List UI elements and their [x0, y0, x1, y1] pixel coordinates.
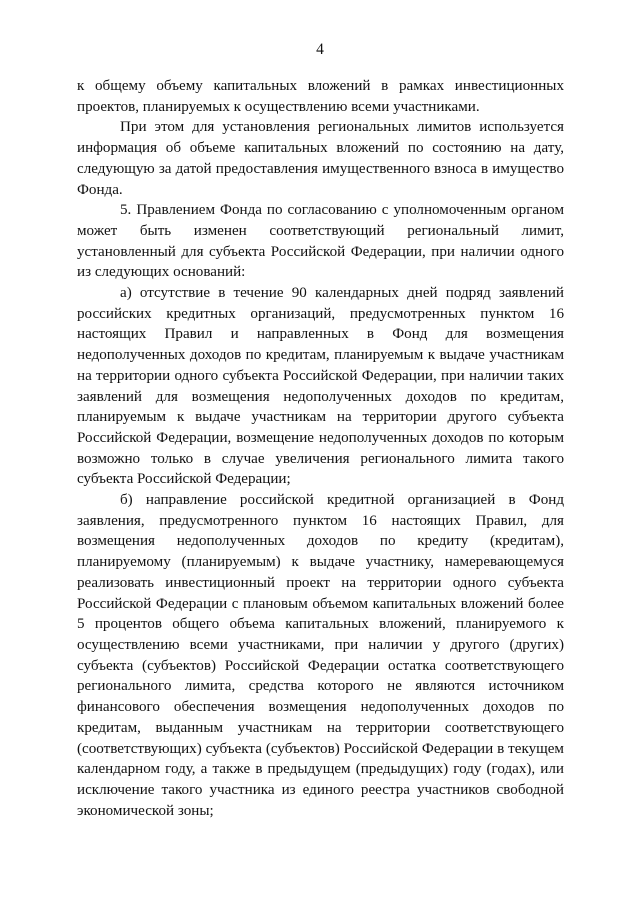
document-body [77, 76, 564, 821]
paragraph-regional-limits-info: При этом для установления региональных лимитов используется информация об объеме капитальных вложений по состоянию на дату, следующую за датой предоставления имущественного взноса в имущество Фонда. [77, 119, 564, 198]
page-number: 4 [316, 41, 324, 58]
paragraph-continuation: к общему объему капитальных вложений в рамках инвестиционных проектов, планируемых к осуществлению всеми участниками. [77, 78, 564, 115]
paragraph-subitem-a: а) отсутствие в течение 90 календарных дней подряд заявлений российских кредитных организаций, предусмотренных пунктом 16 настоящих Правил и направленных в Фонд для возмещения недополученных доходов по кредитам, планируемым к выдаче участникам на территории одного субъекта Российской Федерации, при наличии таких заявлений для возмещения недополученных доходов по кредитам, планируемым к выдаче участникам на территории другого субъекта Российской Федерации, возмещение недополученных доходов по которым возможно только в случае увеличения регионального лимита такого субъекта Российской Федерации; [77, 285, 564, 488]
paragraph-item-5: 5. Правлением Фонда по согласованию с уполномоченным органом может быть изменен соответствующий региональный лимит, установленный для субъекта Российской Федерации, при наличии одного из следующих оснований: [77, 202, 564, 281]
paragraph-subitem-b: б) направление российской кредитной организацией в Фонд заявления, предусмотренного пунктом 16 настоящих Правил, для возмещения недополученных доходов по кредиту (кредитам), планируемому (планируемым) к выдаче участнику, намеревающемуся реализовать инвестиционный проект на территории одного субъекта Российской Федерации с плановым объемом капитальных вложений более 5 процентов общего объема капитальных вложений, планируемого к осуществлению всеми участниками, при наличии у другого (других) субъекта (субъектов) Российской Федерации остатка соответствующего регионального лимита, средства которого не являются источником финансового обеспечения возмещения недополученных доходов по кредитам, выданным участникам на территории соответствующего (соответствующих) субъекта (субъектов) Российской Федерации в текущем календарном году, а также в предыдущем (предыдущих) году (годах), или исключение такого участника из единого реестра участников свободной экономической зоны; [77, 492, 564, 819]
